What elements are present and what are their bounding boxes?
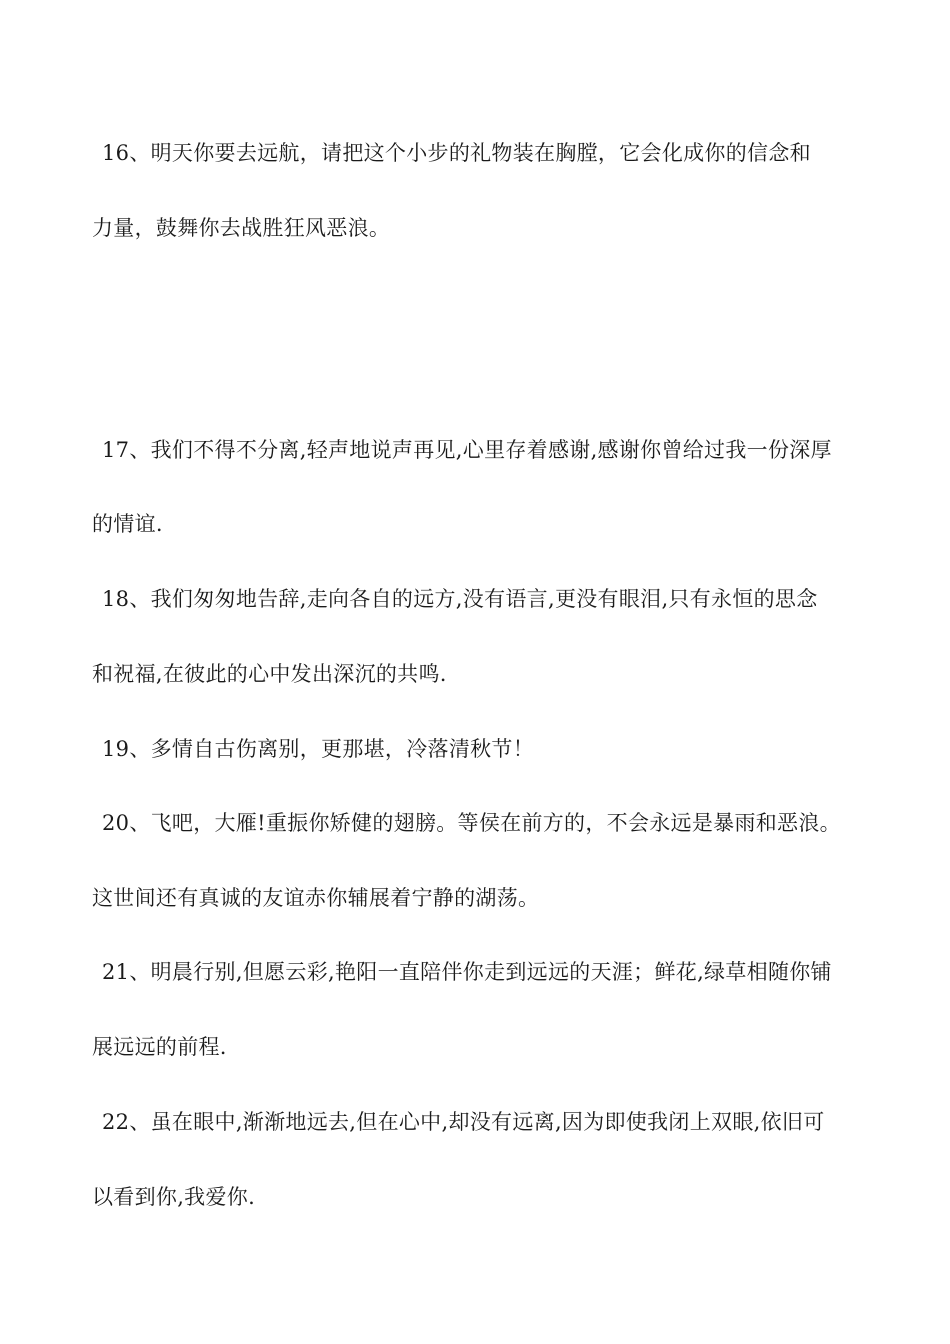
paragraph-17-line-1: 17、我们不得不分离,轻声地说声再见,心里存着感谢,感谢你曾给过我一份深厚 — [102, 438, 832, 462]
paragraph-19-line-1: 19、多情自古伤离别，更那堪，冷落清秋节！ — [102, 737, 535, 761]
paragraph-20-line-1: 20、飞吧，大雁!重振你矫健的翅膀。等侯在前方的，不会永远是暴雨和恶浪。 — [102, 811, 841, 835]
paragraph-21-line-1: 21、明晨行别,但愿云彩,艳阳一直陪伴你走到远远的天涯；鲜花,绿草相随你铺 — [102, 960, 832, 984]
paragraph-18-line-1: 18、我们匆匆地告辞,走向各自的远方,没有语言,更没有眼泪,只有永恒的思念 — [102, 587, 818, 611]
paragraph-18-line-2: 和祝福,在彼此的心中发出深沉的共鸣. — [92, 662, 447, 686]
paragraph-20-line-2: 这世间还有真诚的友谊赤你辅展着宁静的湖荡。 — [92, 886, 540, 910]
paragraph-17-line-2: 的情谊. — [92, 512, 163, 536]
paragraph-22-line-2: 以看到你,我爱你. — [92, 1185, 256, 1209]
paragraph-16-line-1: 16、明天你要去远航，请把这个小步的礼物装在胸膛，它会化成你的信念和 — [102, 141, 811, 165]
paragraph-21-line-2: 展远远的前程. — [92, 1035, 227, 1059]
paragraph-22-line-1: 22、虽在眼中,渐渐地远去,但在心中,却没有远离,因为即使我闭上双眼,依旧可 — [102, 1110, 825, 1134]
paragraph-16-line-2: 力量，鼓舞你去战胜狂风恶浪。 — [92, 216, 391, 240]
